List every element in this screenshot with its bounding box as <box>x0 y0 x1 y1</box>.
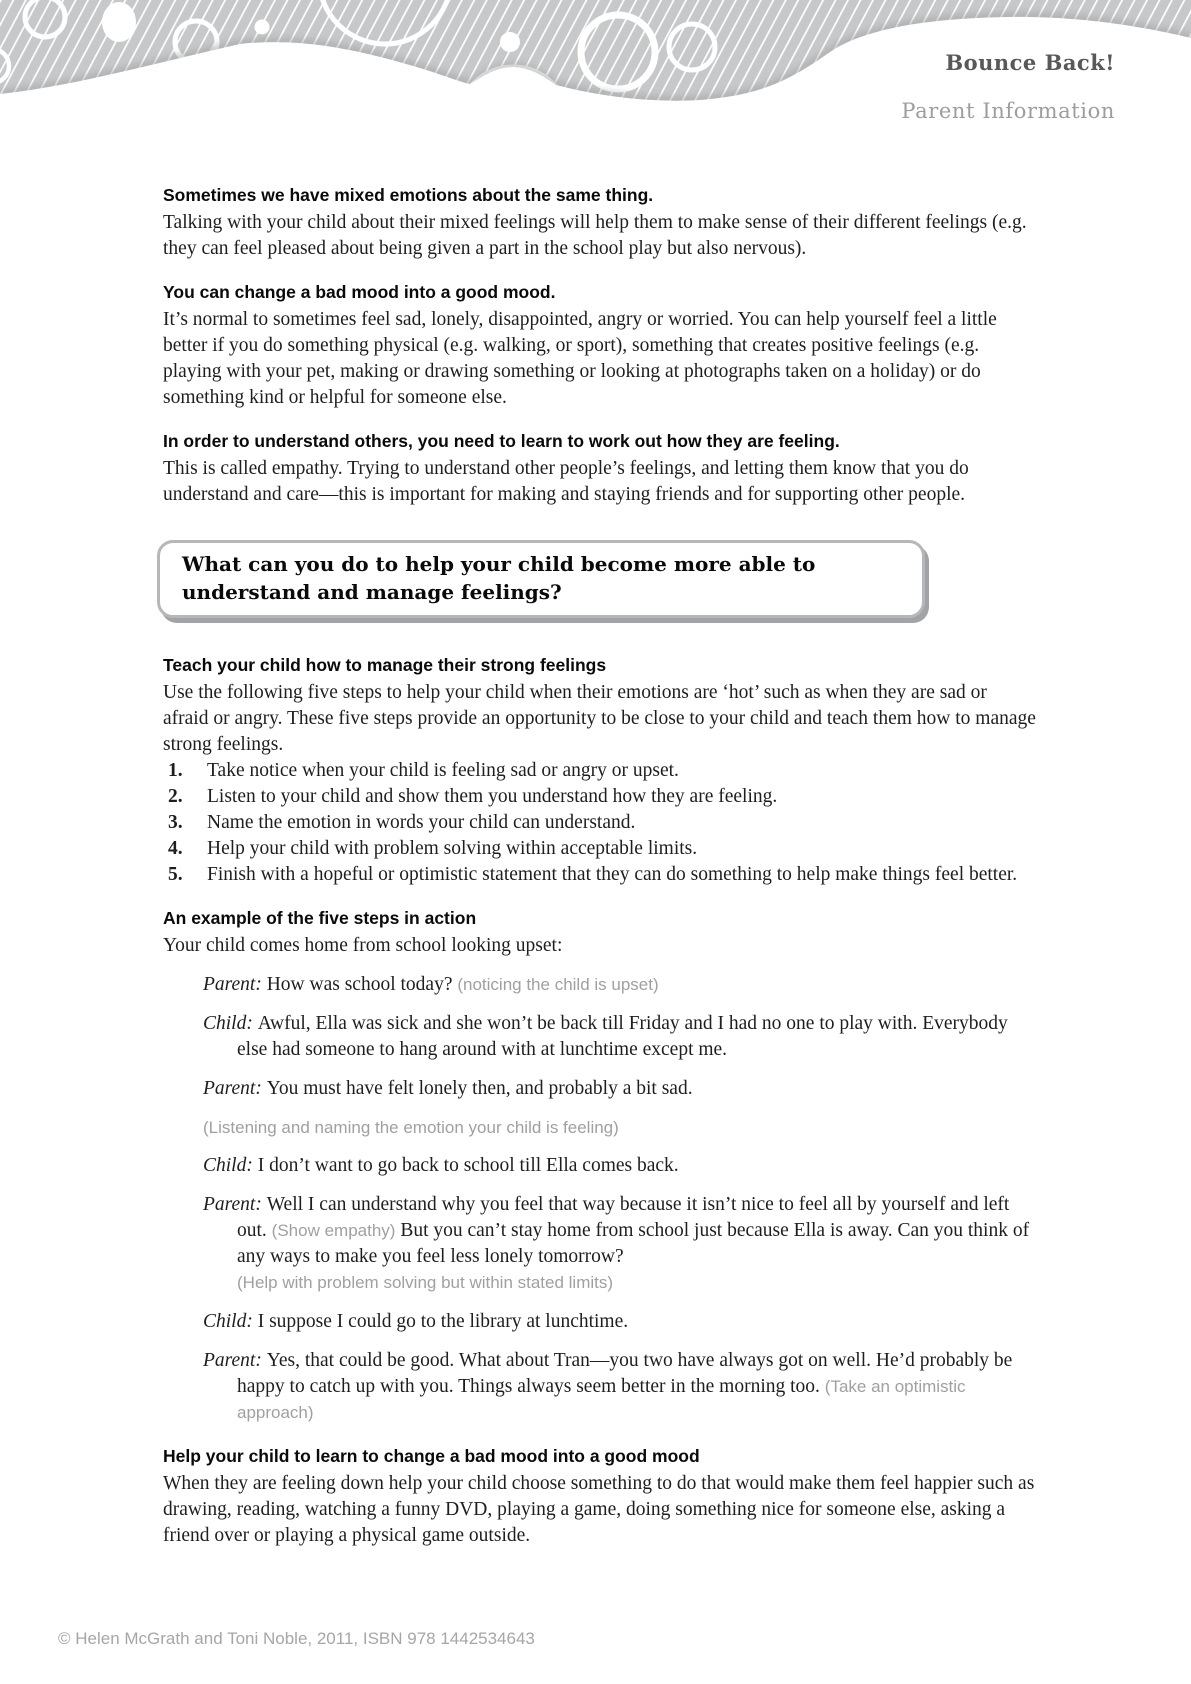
step-item-4 <box>168 836 1036 862</box>
step-item-3 <box>168 810 1036 836</box>
dialogue-line <box>203 1348 1036 1426</box>
dialogue-speaker: Parent: <box>203 1194 262 1215</box>
paragraph-understand-others: This is called empathy. Trying to understand other people’s feelings, and letting them know that you do understand and care—this is important for making and staying friends and for supporting other people. <box>163 458 969 505</box>
paragraph-bad-mood: When they are feeling down help your child choose something to do that would make them feel happier such as drawing, reading, watching a funny DVD, playing a game, doing something nice for someone else, asking a friend over or playing a physical game outside. <box>163 1473 1035 1546</box>
dialogue-annotation-line <box>203 1116 1036 1139</box>
step-number: 5. <box>168 864 183 885</box>
dialogue-note: (Show empathy) <box>271 1221 396 1240</box>
dialogue-line <box>203 972 1036 998</box>
dialogue-example <box>203 972 1036 1426</box>
dialogue-note: (Help with problem solving but within stated limits) <box>237 1273 614 1292</box>
paragraph-change-mood: It’s normal to sometimes feel sad, lonely, disappointed, angry or worried. You can help yourself feel a little better if you do something physical (e.g. walking, or sport), something that creates positive feelings (e.g. playing with your pet, making or drawing something or looking at photographs taken on a holiday) or do something kind or helpful for someone else. <box>163 309 997 408</box>
paragraph-five-steps-intro: Use the following five steps to help your child when their emotions are ‘hot’ such as when they are sad or afraid or angry. These five steps provide an opportunity to be close to your child and teach them how to manage strong feelings. <box>163 682 1036 755</box>
dialogue-speaker: Parent: <box>203 1350 262 1371</box>
section-heading-example: An example of the five steps in action <box>163 908 477 928</box>
dialogue-note: (Take an optimistic approach) <box>237 1377 966 1422</box>
step-number: 1. <box>168 760 183 781</box>
step-item-5 <box>168 862 1036 888</box>
page-title: Bounce Back! <box>945 50 1115 75</box>
section-heading-mixed-emotions: Sometimes we have mixed emotions about the same thing. <box>163 185 654 205</box>
question-box-text: What can you do to help your child become more able to understand and manage feelings? <box>182 552 816 604</box>
spacer <box>163 618 1036 635</box>
paragraph-example-intro: Your child comes home from school looking upset: <box>163 935 563 956</box>
section-heading-five-steps: Teach your child how to manage their strong feelings <box>163 655 607 675</box>
step-number: 2. <box>168 786 183 807</box>
question-box <box>157 540 925 618</box>
dialogue-note: (noticing the child is upset) <box>457 975 659 994</box>
step-number: 3. <box>168 812 183 833</box>
step-item-2 <box>168 784 1036 810</box>
step-text: Help your child with problem solving within acceptable limits. <box>207 838 698 859</box>
document-body <box>163 184 1036 1549</box>
page-subtitle: Parent Information <box>901 99 1115 123</box>
dialogue-speaker: Parent: <box>203 1078 262 1099</box>
section-heading-understand-others: In order to understand others, you need to learn to work out how they are feeling. <box>163 431 840 451</box>
dialogue-line <box>203 1192 1036 1296</box>
dialogue-line <box>203 1309 1036 1335</box>
dialogue-text: But you can’t stay home from school just because Ella is away. Can you think of any ways to make you feel less lonely tomorrow? <box>237 1220 1030 1267</box>
dialogue-note: (Listening and naming the emotion your child is feeling) <box>203 1118 619 1137</box>
step-text: Name the emotion in words your child can understand. <box>207 812 636 833</box>
dialogue-line <box>203 1076 1036 1102</box>
dialogue-text: I don’t want to go back to school till Ella comes back. <box>257 1155 679 1176</box>
dialogue-line <box>203 1153 1036 1179</box>
paragraph-mixed-emotions: Talking with your child about their mixed feelings will help them to make sense of their different feelings (e.g. they can feel pleased about being given a part in the school play but also nervous). <box>163 212 1027 259</box>
dialogue-text: Yes, that could be good. What about Tran—you two have always got on well. He’d probably be happy to catch up with you. Things always seem better in the morning too. <box>237 1350 1013 1397</box>
dialogue-speaker: Child: <box>203 1155 253 1176</box>
dialogue-line <box>203 1011 1036 1063</box>
dialogue-speaker: Parent: <box>203 974 262 995</box>
step-number: 4. <box>168 838 183 859</box>
dialogue-speaker: Child: <box>203 1311 253 1332</box>
dialogue-text: Awful, Ella was sick and she won’t be back till Friday and I had no one to play with. Everybody else had someone to hang around with at lunchtime except me. <box>237 1013 1008 1060</box>
step-text: Take notice when your child is feeling sad or angry or upset. <box>207 760 679 781</box>
section-heading-change-mood: You can change a bad mood into a good mood. <box>163 282 556 302</box>
dialogue-text: I suppose I could go to the library at lunchtime. <box>257 1311 629 1332</box>
step-item-1 <box>168 758 1036 784</box>
footer-copyright: © Helen McGrath and Toni Noble, 2011, ISBN 978 1442534643 <box>58 1629 535 1648</box>
step-text: Finish with a hopeful or optimistic statement that they can do something to help make things feel better. <box>207 864 1018 885</box>
dialogue-text: Well I can understand why you feel that way because it isn’t nice to feel all by yourself and left out. <box>237 1194 1010 1241</box>
section-heading-bad-mood: Help your child to learn to change a bad mood into a good mood <box>163 1446 700 1466</box>
step-text: Listen to your child and show them you understand how they are feeling. <box>207 786 778 807</box>
steps-list <box>163 758 1036 888</box>
dialogue-speaker: Child: <box>203 1013 253 1034</box>
dialogue-text: You must have felt lonely then, and probably a bit sad. <box>266 1078 693 1099</box>
dialogue-text: How was school today? <box>266 974 458 995</box>
